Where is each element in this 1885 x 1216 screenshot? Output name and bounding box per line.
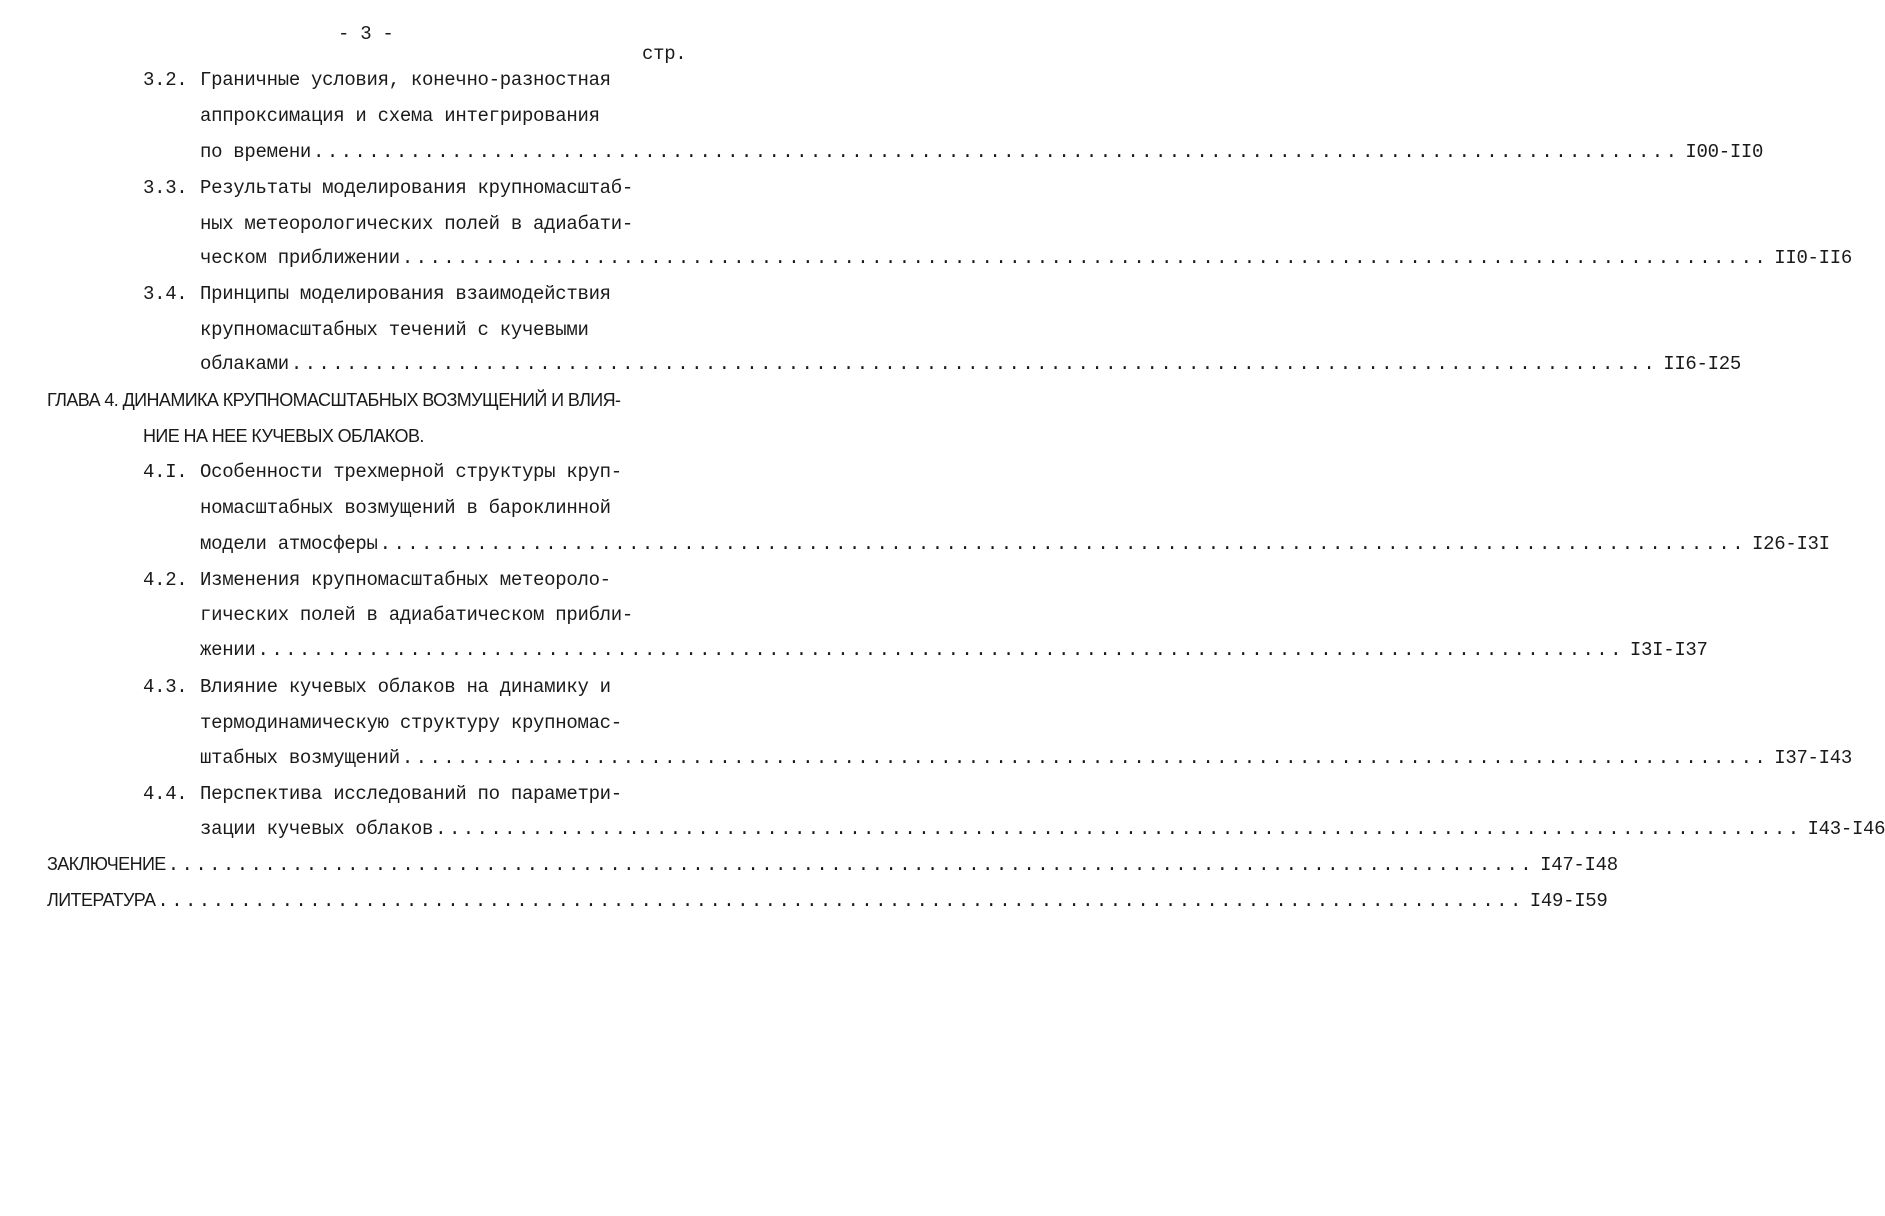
entry-3-4-last-line	[200, 352, 1741, 376]
literature-line	[47, 888, 1608, 913]
conclusion-pages: I47-I48	[1540, 854, 1618, 876]
entry-3-2-line-2: аппроксимация и схема интегрирования	[200, 105, 600, 127]
entry-3-4-last-text: облаками	[200, 353, 289, 375]
page-column-header: стр.	[642, 43, 687, 65]
entry-3-3-last-text: ческом приближении	[200, 247, 400, 269]
entry-4-4-last-text: зации кучевых облаков	[200, 818, 434, 840]
dot-leader: ...................................................................................................	[401, 247, 1769, 269]
entry-4-2-line-1: Изменения крупномасштабных метеороло-	[200, 569, 611, 591]
entry-3-4-pages: II6-I25	[1663, 353, 1741, 375]
entry-4-2-number: 4.2.	[143, 569, 188, 591]
entry-4-2-last-text: жении	[200, 639, 256, 661]
entry-3-3-line-1: Результаты моделирования крупномасштаб-	[200, 177, 633, 199]
entry-4-3-pages: I37-I43	[1774, 747, 1852, 769]
entry-4-1-last-line	[200, 532, 1830, 556]
literature-pages: I49-I59	[1529, 890, 1608, 912]
entry-3-4-line-1: Принципы моделирования взаимодействия	[200, 283, 611, 305]
entry-4-3-last-text: штабных возмущений	[200, 747, 400, 769]
entry-3-2-pages: I00-II0	[1685, 141, 1764, 163]
entry-3-4-line-2: крупномасштабных течений с кучевыми	[200, 319, 589, 341]
dot-leader: ...................................................................................................	[379, 533, 1747, 555]
dot-leader: ...................................................................................................	[157, 890, 1524, 912]
dot-leader: ...................................................................................................	[290, 353, 1658, 375]
entry-4-4-number: 4.4.	[143, 783, 188, 805]
entry-3-2-line-1: Граничные условия, конечно-разностная	[200, 69, 611, 91]
conclusion-label: ЗАКЛЮЧЕНИЕ	[47, 854, 166, 874]
entry-4-4-pages: I43-I46	[1807, 818, 1885, 840]
conclusion-line	[47, 852, 1618, 877]
entry-3-3-pages: II0-II6	[1774, 247, 1852, 269]
entry-4-1-pages: I26-I3I	[1752, 533, 1830, 555]
dot-leader: ...................................................................................................	[313, 141, 1680, 163]
entry-3-2-number: 3.2.	[143, 69, 188, 91]
dot-leader: ...................................................................................................	[257, 639, 1624, 661]
chapter-4-title-line-1: ГЛАВА 4. ДИНАМИКА КРУПНОМАСШТАБНЫХ ВОЗМУЩЕНИЙ И ВЛИЯ-	[47, 390, 621, 410]
literature-label: ЛИТЕРАТУРА	[47, 890, 156, 910]
entry-4-1-line-1: Особенности трехмерной структуры круп-	[200, 461, 622, 483]
entry-3-2-last-text: по времени	[200, 141, 312, 163]
entry-4-1-number: 4.I.	[143, 461, 188, 483]
entry-4-2-pages: I3I-I37	[1629, 639, 1708, 661]
entry-3-3-number: 3.3.	[143, 177, 188, 199]
dot-leader: ...................................................................................................	[401, 747, 1769, 769]
entry-4-1-line-2: номасштабных возмущений в бароклинной	[200, 497, 611, 519]
entry-4-4-line-1: Перспектива исследований по параметри-	[200, 783, 622, 805]
chapter-4-title-line-2: НИЕ НА НЕЕ КУЧЕВЫХ ОБЛАКОВ.	[143, 426, 424, 446]
entry-4-3-number: 4.3.	[143, 676, 188, 698]
entry-4-3-line-1: Влияние кучевых облаков на динамику и	[200, 676, 611, 698]
dot-leader: ...................................................................................................	[167, 854, 1535, 876]
entry-3-3-line-2: ных метеорологических полей в адиабати-	[200, 213, 633, 235]
entry-4-2-line-2: гических полей в адиабатическом прибли-	[200, 604, 633, 626]
page-number: - 3 -	[338, 23, 394, 45]
entry-3-2-last-line	[200, 140, 1764, 164]
entry-4-3-last-line	[200, 746, 1852, 770]
entry-4-2-last-line	[200, 638, 1708, 662]
entry-4-3-line-2: термодинамическую структуру крупномас-	[200, 712, 622, 734]
entry-4-1-last-text: модели атмосферы	[200, 533, 378, 555]
entry-4-4-last-line	[200, 817, 1885, 841]
dot-leader: ...................................................................................................	[435, 818, 1802, 840]
entry-3-4-number: 3.4.	[143, 283, 188, 305]
entry-3-3-last-line	[200, 246, 1852, 270]
